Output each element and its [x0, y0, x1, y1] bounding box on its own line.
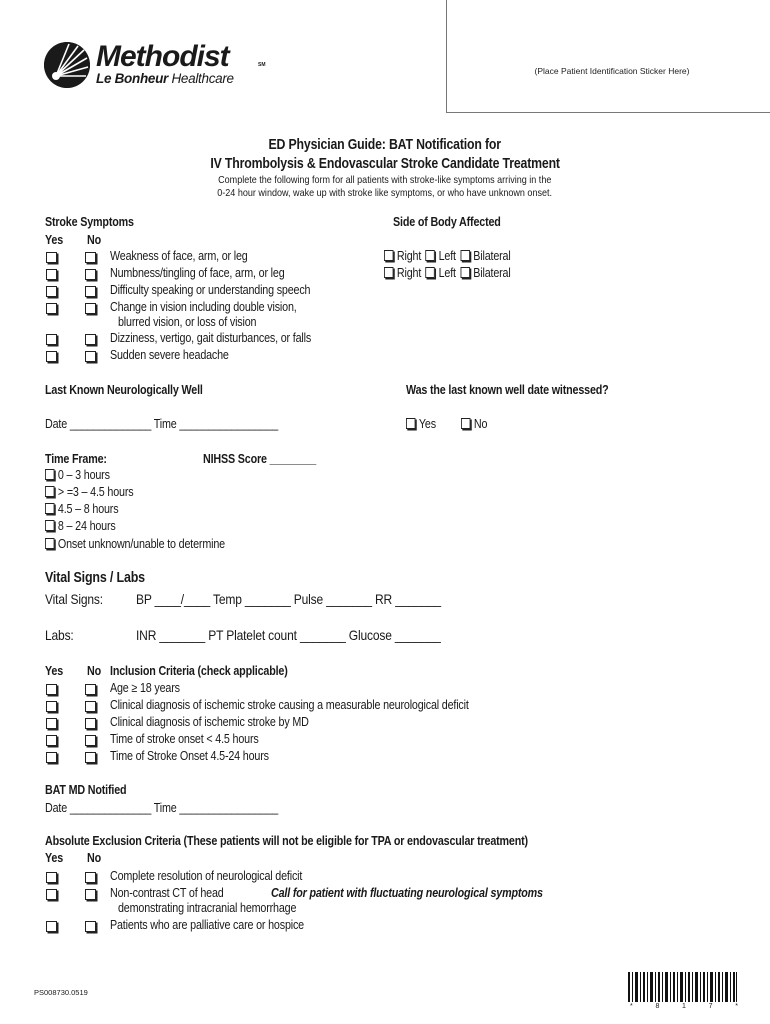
nihss-score-field[interactable]: NIHSS Score ________ — [203, 452, 317, 466]
stroke-symptoms-heading: Stroke Symptoms — [45, 215, 134, 229]
inclusion-no-header: No — [87, 664, 101, 678]
sticker-label: (Place Patient Identification Sticker Here) — [534, 66, 690, 76]
exclusion-item: Non-contrast CT of head — [110, 886, 224, 900]
side-row-2: Right Left Bilateral — [384, 266, 511, 280]
inclusion-item: Clinical diagnosis of ischemic stroke causing a measurable neurological deficit — [110, 698, 469, 712]
barcode-digits: * 8 1 7 * — [630, 1003, 738, 1010]
inclusion-yes-checkbox[interactable] — [46, 701, 58, 713]
timeframe-checkbox[interactable] — [45, 469, 54, 480]
patient-sticker-area — [446, 0, 770, 113]
symptom-weakness-yes-checkbox[interactable] — [46, 252, 58, 264]
witnessed-no-option[interactable]: No — [461, 417, 487, 431]
symptoms-yes-header: Yes — [45, 233, 64, 247]
symptom-speech-no-checkbox[interactable] — [85, 286, 97, 298]
inclusion-item: Time of Stroke Onset 4.5-24 hours — [110, 749, 269, 763]
inclusion-yes-checkbox[interactable] — [46, 684, 58, 696]
symptom-label: Change in vision including double vision, — [110, 300, 297, 314]
form-title-line1: ED Physician Guide: BAT Notification for — [268, 136, 502, 153]
labs-label: Labs: — [45, 627, 74, 643]
inclusion-no-checkbox[interactable] — [85, 735, 97, 747]
side1-left-checkbox[interactable] — [426, 250, 435, 261]
vital-signs-label: Vital Signs: — [45, 591, 103, 607]
symptom-headache-yes-checkbox[interactable] — [46, 351, 58, 363]
exclusion-yes-checkbox[interactable] — [46, 889, 58, 901]
brand-name: Methodist — [96, 40, 229, 73]
timeframe-option[interactable]: 4.5 – 8 hours — [45, 502, 118, 516]
symptom-label-continued: blurred vision, or loss of vision — [118, 315, 257, 329]
brand-subtitle: Le Bonheur Healthcare — [96, 71, 234, 86]
witnessed-question: Was the last known well date witnessed? — [406, 383, 609, 397]
methodist-logo — [44, 40, 284, 92]
timeframe-checkbox[interactable] — [45, 538, 54, 549]
exclusion-yes-header: Yes — [45, 851, 64, 865]
inclusion-yes-header: Yes — [45, 664, 64, 678]
exclusion-item-continued: demonstrating intracranial hemorrhage — [118, 901, 297, 915]
side2-right-checkbox[interactable] — [384, 267, 393, 278]
symptom-label: Numbness/tingling of face, arm, or leg — [110, 266, 285, 280]
side2-bilateral-checkbox[interactable] — [460, 267, 469, 278]
timeframe-checkbox[interactable] — [45, 503, 54, 514]
inclusion-yes-checkbox[interactable] — [46, 752, 58, 764]
timeframe-option[interactable]: 0 – 3 hours — [45, 468, 110, 482]
exclusion-no-checkbox[interactable] — [85, 921, 97, 933]
exclusion-yes-checkbox[interactable] — [46, 872, 58, 884]
inclusion-item: Clinical diagnosis of ischemic stroke by MD — [110, 715, 309, 729]
side1-right-checkbox[interactable] — [384, 250, 393, 261]
symptom-headache-no-checkbox[interactable] — [85, 351, 97, 363]
exclusion-item: Complete resolution of neurological deficit — [110, 869, 303, 883]
witnessed-yes-checkbox[interactable] — [406, 418, 415, 429]
exclusion-yes-checkbox[interactable] — [46, 921, 58, 933]
side2-left-checkbox[interactable] — [426, 267, 435, 278]
symptom-numbness-no-checkbox[interactable] — [85, 269, 97, 281]
symptom-weakness-no-checkbox[interactable] — [85, 252, 97, 264]
witnessed-no-checkbox[interactable] — [461, 418, 470, 429]
form-code: PS008730.0519 — [34, 988, 88, 997]
lkw-date-time-field[interactable]: Date ______________ Time _________________ — [45, 417, 279, 431]
inclusion-yes-checkbox[interactable] — [46, 718, 58, 730]
bat-date-time-field[interactable]: Date ______________ Time _________________ — [45, 801, 279, 815]
timeframe-checkbox[interactable] — [45, 520, 54, 531]
inclusion-no-checkbox[interactable] — [85, 752, 97, 764]
symptom-dizziness-no-checkbox[interactable] — [85, 334, 97, 346]
inclusion-no-checkbox[interactable] — [85, 684, 97, 696]
bat-md-notified-heading: BAT MD Notified — [45, 783, 127, 797]
form-title-line2: IV Thrombolysis & Endovascular Stroke Candidate Treatment — [210, 155, 560, 172]
symptom-vision-no-checkbox[interactable] — [85, 303, 97, 315]
instructions-line2: 0-24 hour window, wake up with stroke like symptoms, or who have unknown onset. — [217, 187, 553, 199]
vitals-labs-heading: Vital Signs / Labs — [45, 570, 145, 586]
symptoms-no-header: No — [87, 233, 101, 247]
timeframe-option[interactable]: Onset unknown/unable to determine — [45, 537, 225, 551]
vital-signs-fields[interactable]: BP ____/____ Temp _______ Pulse _______ RR _______ — [136, 591, 441, 607]
symptom-vision-yes-checkbox[interactable] — [46, 303, 58, 315]
exclusion-no-checkbox[interactable] — [85, 889, 97, 901]
exclusion-no-header: No — [87, 851, 101, 865]
inclusion-yes-checkbox[interactable] — [46, 735, 58, 747]
exclusion-no-checkbox[interactable] — [85, 872, 97, 884]
trademark: SM — [258, 62, 266, 68]
inclusion-item: Age ≥ 18 years — [110, 681, 180, 695]
inclusion-item: Time of stroke onset < 4.5 hours — [110, 732, 259, 746]
time-frame-heading: Time Frame: — [45, 452, 107, 466]
side-row-1: Right Left Bilateral — [384, 249, 511, 263]
symptom-label: Sudden severe headache — [110, 348, 229, 362]
side1-bilateral-checkbox[interactable] — [460, 250, 469, 261]
inclusion-no-checkbox[interactable] — [85, 701, 97, 713]
labs-fields[interactable]: INR _______ PT Platelet count _______ Glucose _______ — [136, 627, 441, 643]
symptom-label: Weakness of face, arm, or leg — [110, 249, 248, 263]
exclusion-criteria-heading: Absolute Exclusion Criteria (These patients will not be eligible for TPA or endovascular treatment) — [45, 834, 528, 848]
symptom-dizziness-yes-checkbox[interactable] — [46, 334, 58, 346]
symptom-speech-yes-checkbox[interactable] — [46, 286, 58, 298]
timeframe-option[interactable]: 8 – 24 hours — [45, 519, 116, 533]
timeframe-checkbox[interactable] — [45, 486, 54, 497]
symptom-label: Dizziness, vertigo, gait disturbances, or falls — [110, 331, 312, 345]
inclusion-criteria-heading: Inclusion Criteria (check applicable) — [110, 664, 288, 678]
symptom-numbness-yes-checkbox[interactable] — [46, 269, 58, 281]
barcode-icon — [628, 972, 738, 1002]
instructions-line1: Complete the following form for all patients with stroke-like symptoms arriving in the — [218, 174, 552, 186]
sunburst-logo-icon — [44, 42, 90, 88]
exclusion-item: Patients who are palliative care or hospice — [110, 918, 304, 932]
fluctuating-symptoms-note: Call for patient with fluctuating neurological symptoms — [271, 886, 543, 900]
timeframe-option[interactable]: > =3 – 4.5 hours — [45, 485, 133, 499]
inclusion-no-checkbox[interactable] — [85, 718, 97, 730]
side-of-body-heading: Side of Body Affected — [393, 215, 501, 229]
witnessed-yes-option[interactable]: Yes — [406, 417, 436, 431]
last-known-well-heading: Last Known Neurologically Well — [45, 383, 203, 397]
symptom-label: Difficulty speaking or understanding speech — [110, 283, 311, 297]
